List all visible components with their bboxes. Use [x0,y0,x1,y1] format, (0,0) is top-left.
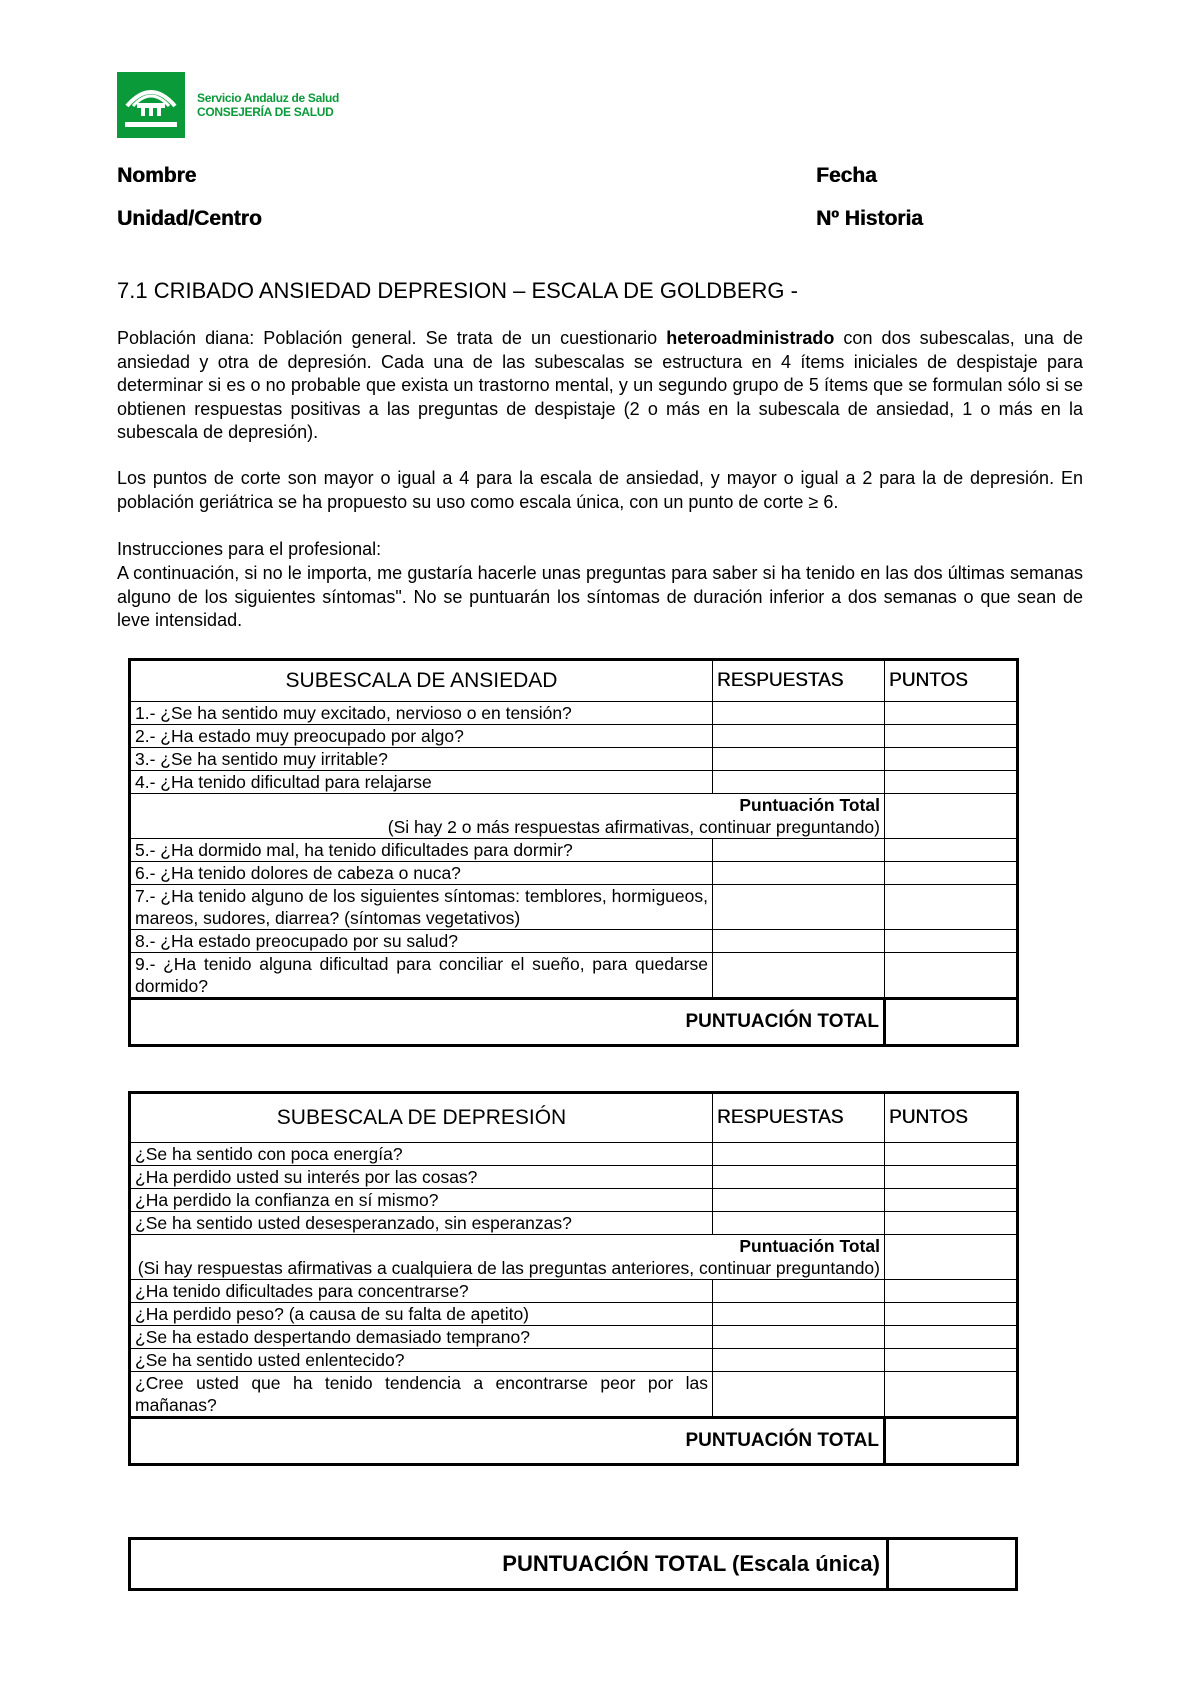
puntos-cell[interactable] [885,1349,1018,1372]
question-text: ¿Ha perdido peso? (a causa de su falta de apetito) [130,1303,713,1326]
respuesta-cell[interactable] [713,1326,885,1349]
puntos-cell[interactable] [885,725,1018,748]
puntos-cell[interactable] [885,953,1018,999]
depresion-table [128,1091,1019,1466]
respuesta-cell[interactable] [713,1280,885,1303]
respuesta-cell[interactable] [713,771,885,794]
question-row [130,1212,1018,1235]
question-row [130,839,1018,862]
fecha-label: Fecha [816,164,877,187]
question-row [130,725,1018,748]
subtotal-cell [130,794,885,839]
question-text: 5.- ¿Ha dormido mal, ha tenido dificultades para dormir? [130,839,713,862]
instructions-text: A continuación, si no le importa, me gustaría hacerle unas preguntas para saber si ha tenido en las dos últimas semanas alguno de los siguientes síntomas". No se puntuarán los síntomas de duración inferior a dos semanas o que sean de leve intensidad. [117,563,1083,630]
puntos-cell[interactable] [885,1166,1018,1189]
question-text: ¿Se ha sentido usted desesperanzado, sin esperanzas? [130,1212,713,1235]
total-row [130,999,1018,1046]
question-text: ¿Se ha estado despertando demasiado temprano? [130,1326,713,1349]
puntos-cell[interactable] [885,930,1018,953]
question-text: ¿Ha tenido dificultades para concentrarse? [130,1280,713,1303]
question-row [130,1189,1018,1212]
question-row [130,1372,1018,1418]
subtotal-note: (Si hay respuestas afirmativas a cualquiera de las preguntas anteriores, continuar preguntando) [137,1258,880,1278]
junta-andalucia-emblem [117,72,185,138]
respuestas-header: RESPUESTAS [713,660,885,702]
final-total-input[interactable] [889,1540,1015,1588]
total-puntos-cell[interactable] [885,1418,1018,1465]
puntos-cell[interactable] [885,1372,1018,1418]
question-row [130,1303,1018,1326]
question-row [130,1326,1018,1349]
subtotal-row [130,1235,1018,1280]
respuesta-cell[interactable] [713,930,885,953]
respuesta-cell[interactable] [713,953,885,999]
puntos-cell[interactable] [885,1189,1018,1212]
puntos-cell[interactable] [885,1326,1018,1349]
subtotal-label: Puntuación Total [739,795,880,815]
puntos-cell[interactable] [885,748,1018,771]
intro-p1-end: con dos subescalas, una de ansiedad y otra de depresión. Cada una de las subescalas se estructura en 4 ítems iniciales de despistaje para determinar si es o no probable que exista un trastorno mental, y un segundo grupo de 5 ítems que se formulan sólo si se obtienen respuestas positivas a las preguntas de despistaje (2 o más en la subescala de ansiedad, 1 o más en la subescala de depresión). [117,328,1084,442]
final-total-label: PUNTUACIÓN TOTAL (Escala única) [131,1540,889,1588]
subtotal-cell [130,1235,885,1280]
puntos-cell[interactable] [885,1303,1018,1326]
total-puntos-cell[interactable] [885,999,1018,1046]
respuesta-cell[interactable] [713,1303,885,1326]
table-header-row [130,1093,1018,1143]
question-row [130,953,1018,999]
respuesta-cell[interactable] [713,1372,885,1418]
logo-line-1: Servicio Andaluz de Salud [197,91,340,105]
total-label: PUNTUACIÓN TOTAL [130,999,885,1046]
intro-paragraph-2: Los puntos de corte son mayor o igual a 4 para la escala de ansiedad, y mayor o igual a 2 para la de depresión. En población geriátrica se ha propuesto su uso como escala única, con un punto de corte ≥ 6. [117,468,1083,512]
subtotal-note: (Si hay 2 o más respuestas afirmativas, continuar preguntando) [387,817,880,837]
question-row [130,862,1018,885]
unidad-centro-label: Unidad/Centro [117,207,262,230]
question-row [130,1166,1018,1189]
respuesta-cell[interactable] [713,1189,885,1212]
respuesta-cell[interactable] [713,1166,885,1189]
question-text: 1.- ¿Se ha sentido muy excitado, nervioso o en tensión? [130,702,713,725]
puntos-cell[interactable] [885,702,1018,725]
subscale-title: SUBESCALA DE ANSIEDAD [130,660,713,702]
subtotal-puntos-cell[interactable] [885,1235,1018,1280]
logo-line-2: CONSEJERÍA DE SALUD [197,105,334,119]
puntos-cell[interactable] [885,771,1018,794]
question-row [130,702,1018,725]
puntos-cell[interactable] [885,1280,1018,1303]
puntos-cell[interactable] [885,1212,1018,1235]
puntos-header: PUNTOS [885,660,1018,702]
puntos-cell[interactable] [885,1143,1018,1166]
respuesta-cell[interactable] [713,885,885,930]
intro-paragraph-1 [117,327,1083,445]
subscale-title: SUBESCALA DE DEPRESIÓN [130,1093,713,1143]
question-row [130,1143,1018,1166]
respuesta-cell[interactable] [713,702,885,725]
final-total-box [128,1537,1018,1591]
puntos-header: PUNTOS [885,1093,1018,1143]
subtotal-label: Puntuación Total [739,1236,880,1256]
historia-label: Nº Historia [816,207,923,230]
total-label: PUNTUACIÓN TOTAL [130,1418,885,1465]
respuesta-cell[interactable] [713,1212,885,1235]
respuestas-header: RESPUESTAS [713,1093,885,1143]
question-row [130,771,1018,794]
question-text: 9.- ¿Ha tenido alguna dificultad para conciliar el sueño, para quedarse dormido? [130,953,713,999]
respuesta-cell[interactable] [713,748,885,771]
respuesta-cell[interactable] [713,1143,885,1166]
nombre-label: Nombre [117,164,197,187]
question-text: 2.- ¿Ha estado muy preocupado por algo? [130,725,713,748]
question-text: ¿Cree usted que ha tenido tendencia a encontrarse peor por las mañanas? [130,1372,713,1418]
question-text: 3.- ¿Se ha sentido muy irritable? [130,748,713,771]
question-text: ¿Ha perdido la confianza en sí mismo? [130,1189,713,1212]
respuesta-cell[interactable] [713,862,885,885]
total-row [130,1418,1018,1465]
question-row [130,885,1018,930]
logo [117,72,339,138]
question-row [130,1280,1018,1303]
subtotal-row [130,794,1018,839]
question-text: ¿Se ha sentido usted enlentecido? [130,1349,713,1372]
question-text: 7.- ¿Ha tenido alguno de los siguientes síntomas: temblores, hormigueos, mareos, sudores, diarrea? (síntomas vegetativos) [130,885,713,930]
question-row [130,930,1018,953]
arch-icon [117,72,185,138]
question-row [130,748,1018,771]
question-text: ¿Se ha sentido con poca energía? [130,1143,713,1166]
intro-p1-start: Población diana: Población general. Se trata de un cuestionario [117,328,667,348]
respuesta-cell[interactable] [713,1349,885,1372]
page-title: 7.1 CRIBADO ANSIEDAD DEPRESION – ESCALA DE GOLDBERG - [117,278,798,303]
question-text: 4.- ¿Ha tenido dificultad para relajarse [130,771,713,794]
ansiedad-table [128,658,1019,1047]
puntos-cell[interactable] [885,885,1018,930]
question-row [130,1349,1018,1372]
puntos-cell[interactable] [885,839,1018,862]
question-text: 6.- ¿Ha tenido dolores de cabeza o nuca? [130,862,713,885]
respuesta-cell[interactable] [713,725,885,748]
instructions-title: Instrucciones para el profesional: [117,539,382,559]
intro-p1-bold: heteroadministrado [666,328,835,348]
puntos-cell[interactable] [885,862,1018,885]
table-header-row [130,660,1018,702]
subtotal-puntos-cell[interactable] [885,794,1018,839]
respuesta-cell[interactable] [713,839,885,862]
question-text: 8.- ¿Ha estado preocupado por su salud? [130,930,713,953]
question-text: ¿Ha perdido usted su interés por las cosas? [130,1166,713,1189]
